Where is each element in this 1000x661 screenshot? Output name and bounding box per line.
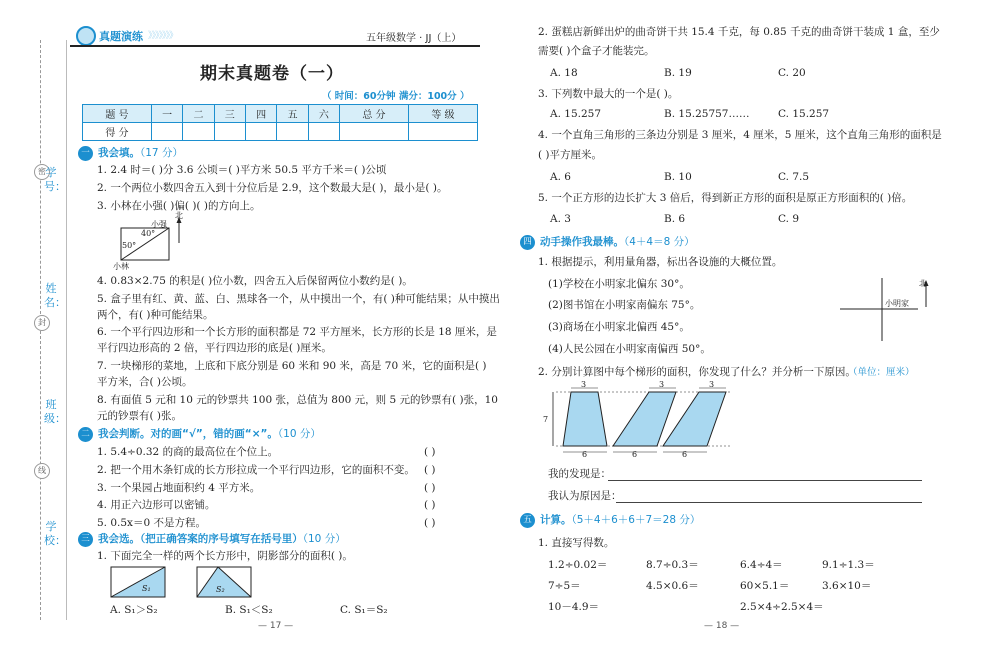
section-title-text: 计算。	[540, 514, 572, 526]
question-line: 4. 0.83×2.75 的积是( )位小数，四舍五入后保留两位小数约是( )。	[97, 275, 413, 287]
calc-item: 7÷5＝	[548, 580, 581, 592]
score-cell[interactable]	[277, 123, 308, 141]
trap-bottom-label: 6	[582, 450, 588, 459]
question-line: 2. 一个两位小数四舍五入到十分位后是 2.9，这个数最大是( )，最小是( )。	[97, 182, 448, 194]
discovery-answer-line[interactable]	[608, 480, 922, 481]
map-home-label: 小明家	[885, 299, 909, 308]
figure-angle-top: 40°	[141, 229, 156, 238]
option-b[interactable]: B. 15.25757……	[664, 108, 750, 120]
section-title	[98, 146, 183, 161]
seal-mark-feng: 封	[34, 315, 50, 331]
page-number-left: — 17 —	[258, 621, 294, 631]
trapezoid-figure	[543, 380, 732, 460]
section-points: （10 分）	[302, 533, 346, 545]
header-right: 五年级数学 · JJ（上）	[366, 33, 462, 44]
section-badge: 四	[520, 235, 535, 250]
margin-line	[66, 40, 67, 620]
seal-mark-mi: 密	[34, 164, 50, 180]
question-line: 2. 蛋糕店新鲜出炉的曲奇饼干共 15.4 千克，每 0.85 千克的曲奇饼干装成 1 盒，至少	[538, 26, 940, 38]
question-line: 需要( )个盒子才能装完。	[538, 45, 655, 57]
trap-top-label: 3	[581, 380, 587, 389]
judge-line: 3. 一个果园占地面积约 4 平方米。	[97, 482, 261, 494]
question-line: 3. 下列数中最大的一个是( )。	[538, 88, 679, 100]
section-points: （5＋4＋6＋6＋7＝28 分）	[571, 514, 701, 526]
trap-bottom-label: 6	[632, 450, 638, 459]
map-north-label: 北	[919, 279, 927, 288]
option-a[interactable]: A. 3	[550, 213, 571, 225]
question-line: 6. 一个平行四边形和一个长方形的面积都是 72 平方厘米，长方形的长是 18 厘米，是	[97, 326, 497, 338]
figure-label-xiaoqiang: 小强	[151, 220, 167, 229]
answer-bracket[interactable]: ( )	[424, 446, 436, 458]
question-line: 1. 直接写得数。	[538, 537, 615, 549]
score-cell[interactable]	[308, 123, 339, 141]
option-c[interactable]: C. 20	[778, 67, 806, 79]
section-points: （4＋4＝8 分）	[624, 236, 695, 248]
option-a[interactable]: A. 6	[550, 171, 571, 183]
section-badge: 五	[520, 513, 535, 528]
header-arrows: 》》》》》》》	[148, 31, 178, 41]
option-c[interactable]: C. 15.2̇5̇7	[778, 108, 830, 120]
figure-angle-left: 50°	[122, 241, 137, 250]
option-b[interactable]: B. 10	[664, 171, 692, 183]
side-label-class: 班级：	[44, 398, 66, 425]
question-line: 1. 2.4 时＝( )分 3.6 公顷＝( )平方米 50.5 平方千米＝( )公顷	[97, 164, 387, 176]
section-title	[540, 513, 700, 528]
calc-item: 2.5×4÷2.5×4＝	[740, 601, 824, 613]
score-header: 总 分	[340, 105, 409, 123]
unit-note: （单位：厘米）	[848, 367, 915, 378]
section-points: （10 分）	[277, 428, 321, 440]
score-table	[82, 104, 478, 141]
trap-top-label: 3	[659, 380, 665, 389]
discovery-label: 我的发现是：	[548, 468, 611, 480]
rectangle-diagram-1	[110, 566, 166, 598]
judge-line: 5. 0.5x＝0 不是方程。	[97, 517, 206, 529]
calc-item: 6.4÷4＝	[740, 559, 783, 571]
section-title	[98, 532, 346, 547]
answer-bracket[interactable]: ( )	[424, 499, 436, 511]
question-line: 2. 分别计算图中每个梯形的面积，你发现了什么？并分析一下原因。	[538, 366, 856, 378]
score-header: 等 级	[408, 105, 477, 123]
score-header: 题 号	[83, 105, 152, 123]
section-title	[540, 235, 695, 250]
score-cell[interactable]	[245, 123, 276, 141]
trap-bottom-label: 6	[682, 450, 688, 459]
section-title-text: 动手操作我最棒。	[540, 236, 624, 248]
header-tag: 真题演练	[99, 30, 143, 43]
option-b[interactable]: B. 6	[664, 213, 686, 225]
figure-label-s1: S₁	[142, 584, 151, 593]
score-cell[interactable]	[214, 123, 245, 141]
question-line: ( )平方厘米。	[538, 149, 603, 161]
score-header: 五	[277, 105, 308, 123]
score-header: 三	[214, 105, 245, 123]
answer-bracket[interactable]: ( )	[424, 464, 436, 476]
option-c[interactable]: C. S₁＝S₂	[340, 604, 388, 616]
section-points: （17 分）	[140, 147, 183, 159]
option-b[interactable]: B. S₁＜S₂	[225, 604, 273, 616]
calc-item: 3.6×10＝	[822, 580, 872, 592]
rectangle-figure-2	[196, 566, 252, 598]
instruction-item: (2)图书馆在小明家南偏东 75°。	[548, 299, 701, 311]
calc-item: 8.7÷0.3＝	[646, 559, 699, 571]
question-line: 平方米，合( )公顷。	[97, 376, 193, 388]
score-header: 一	[151, 105, 182, 123]
rectangle-figure-1	[110, 566, 166, 598]
judge-line: 2. 把一个用木条钉成的长方形拉成一个平行四边形，它的面积不变。	[97, 464, 415, 476]
section-title	[98, 427, 321, 442]
section-title-text: 我会判断。对的画“√”，错的画“×”。	[98, 428, 278, 440]
question-line: 1. 根据提示，利用量角器，标出各设施的大概位置。	[538, 256, 783, 268]
section-title-text: 我会选。（把正确答案的序号填写在括号里）	[98, 533, 303, 545]
calc-item: 10－4.9＝	[548, 601, 600, 613]
score-cell[interactable]	[151, 123, 182, 141]
question-line: 4. 一个直角三角形的三条边分别是 3 厘米，4 厘米，5 厘米，这个直角三角形的面积是	[538, 129, 942, 141]
option-b[interactable]: B. 19	[664, 67, 692, 79]
reason-answer-line[interactable]	[616, 502, 922, 503]
option-a[interactable]: A. S₁＞S₂	[110, 604, 158, 616]
question-line: 两个，有( )种可能结果。	[97, 309, 214, 321]
option-a[interactable]: A. 15.25̇7	[550, 108, 601, 120]
side-label-school: 学校：	[44, 520, 66, 547]
trap-top-label: 3	[709, 380, 715, 389]
seal-mark-xian: 线	[34, 463, 50, 479]
section-badge: 三	[78, 532, 93, 547]
score-header: 六	[308, 105, 339, 123]
side-label-name: 姓名：	[44, 282, 66, 309]
side-label-seat: 学号：	[44, 166, 66, 193]
question-line: 5. 一个正方形的边长扩大 3 倍后，得到新正方形的面积是原正方形面积的( )倍。	[538, 192, 913, 204]
figure-label-s2: S₂	[216, 585, 225, 594]
option-c[interactable]: C. 7.5	[778, 171, 810, 183]
question-line: 元的钞票有( )张。	[97, 410, 183, 422]
page-title: 期末真题卷（一）	[200, 64, 344, 84]
header-logo-icon	[76, 26, 96, 46]
question-line: 7. 一块梯形的菜地，上底和下底分别是 60 米和 90 米，高是 70 米，它的面积是( )	[97, 360, 487, 372]
calc-item: 4.5×0.6＝	[646, 580, 699, 592]
section-badge: 二	[78, 427, 93, 442]
page-number-right: — 18 —	[704, 621, 740, 631]
answer-bracket[interactable]: ( )	[424, 517, 436, 529]
score-row-label: 得 分	[83, 123, 152, 141]
reason-label: 我认为原因是：	[548, 490, 622, 502]
trap-height-label: 7	[543, 415, 549, 424]
figure-label-xiaolin: 小林	[113, 262, 129, 271]
score-cell[interactable]	[183, 123, 214, 141]
figure-north-label: 北	[175, 211, 183, 220]
score-cell[interactable]	[408, 123, 477, 141]
calc-item: 9.1÷1.3＝	[822, 559, 875, 571]
score-header: 二	[183, 105, 214, 123]
header-rule	[70, 45, 480, 47]
section-title-text: 我会填。	[98, 147, 140, 159]
calc-item: 60×5.1＝	[740, 580, 790, 592]
direction-figure	[113, 211, 195, 275]
question-line: 平行四边形高的 2 倍，平行四边形的底是( )厘米。	[97, 342, 332, 354]
judge-line: 1. 5.4÷0.32 的商的最高位在个位上。	[97, 446, 279, 458]
calc-item: 1.2÷0.02＝	[548, 559, 608, 571]
option-c[interactable]: C. 9	[778, 213, 800, 225]
compass-map[interactable]	[838, 275, 934, 345]
exam-subtitle: （ 时间：60分钟 满分：100分 ）	[322, 91, 470, 102]
answer-bracket[interactable]: ( )	[424, 482, 436, 494]
section-badge: 一	[78, 146, 93, 161]
question-line: 8. 有面值 5 元和 10 元的钞票共 100 张，总值为 800 元，则 5 元的钞票有( )张，10	[97, 394, 498, 406]
score-header: 四	[245, 105, 276, 123]
question-line: 5. 盒子里有红、黄、蓝、白、黑球各一个，从中摸出一个，有( )种可能结果；从中摸出	[97, 293, 500, 305]
question-line: 3. 小林在小强( )偏( )( )的方向上。	[97, 200, 261, 212]
judge-line: 4. 用正六边形可以密铺。	[97, 499, 216, 511]
instruction-item: (4)人民公园在小明家南偏西 50°。	[548, 343, 711, 355]
score-cell[interactable]	[340, 123, 409, 141]
trapezoid-diagram	[546, 386, 732, 460]
instruction-item: (1)学校在小明家北偏东 30°。	[548, 278, 690, 290]
instruction-item: (3)商场在小明家北偏西 45°。	[548, 321, 690, 333]
question-line: 1. 下面完全一样的两个长方形中，阴影部分的面积( )。	[97, 550, 353, 562]
option-a[interactable]: A. 18	[550, 67, 578, 79]
